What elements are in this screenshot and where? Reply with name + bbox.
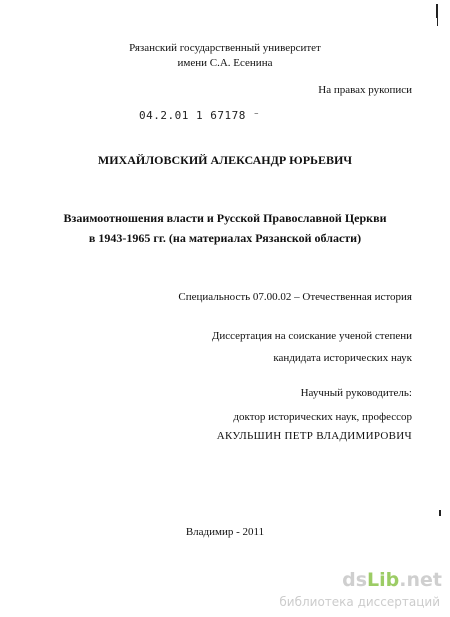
city-year: Владимир - 2011 <box>185 526 265 538</box>
manuscript-rights-note: На правах рукописи <box>318 84 412 96</box>
supervisor-name: АКУЛЬШИН ПЕТР ВЛАДИМИРОВИЧ <box>216 430 412 442</box>
watermark-logo-part: ds <box>342 569 368 591</box>
dissertation-line-2: кандидата исторических наук <box>273 352 412 364</box>
specialty: Специальность 07.00.02 – Отечественная история <box>178 291 412 303</box>
university-name: Рязанский государственный университет <box>129 42 321 54</box>
title-line-1: Взаимоотношения власти и Русской Православной Церкви <box>63 211 387 225</box>
watermark-logo-part: .net <box>399 569 442 591</box>
university-named-after: имени С.А. Есенина <box>177 57 273 69</box>
author-name: МИХАЙЛОВСКИЙ АЛЕКСАНДР ЮРЬЕВИЧ <box>97 153 353 167</box>
title-line-2: в 1943-1965 гг. (на материалах Рязанской области) <box>88 231 362 245</box>
supervisor-label: Научный руководитель: <box>300 387 412 399</box>
catalog-code: 04.2.01 1 67178 ⁻ <box>139 109 261 122</box>
watermark-subtitle: библиотека диссертаций <box>279 595 440 609</box>
supervisor-degree: доктор исторических наук, профессор <box>233 411 412 423</box>
scan-mark <box>437 18 438 26</box>
watermark-logo-part: Lib <box>367 569 400 591</box>
scan-mark <box>436 4 438 18</box>
watermark-logo <box>342 569 442 591</box>
dissertation-line-1: Диссертация на соискание ученой степени <box>211 330 412 342</box>
scan-mark <box>439 510 441 516</box>
